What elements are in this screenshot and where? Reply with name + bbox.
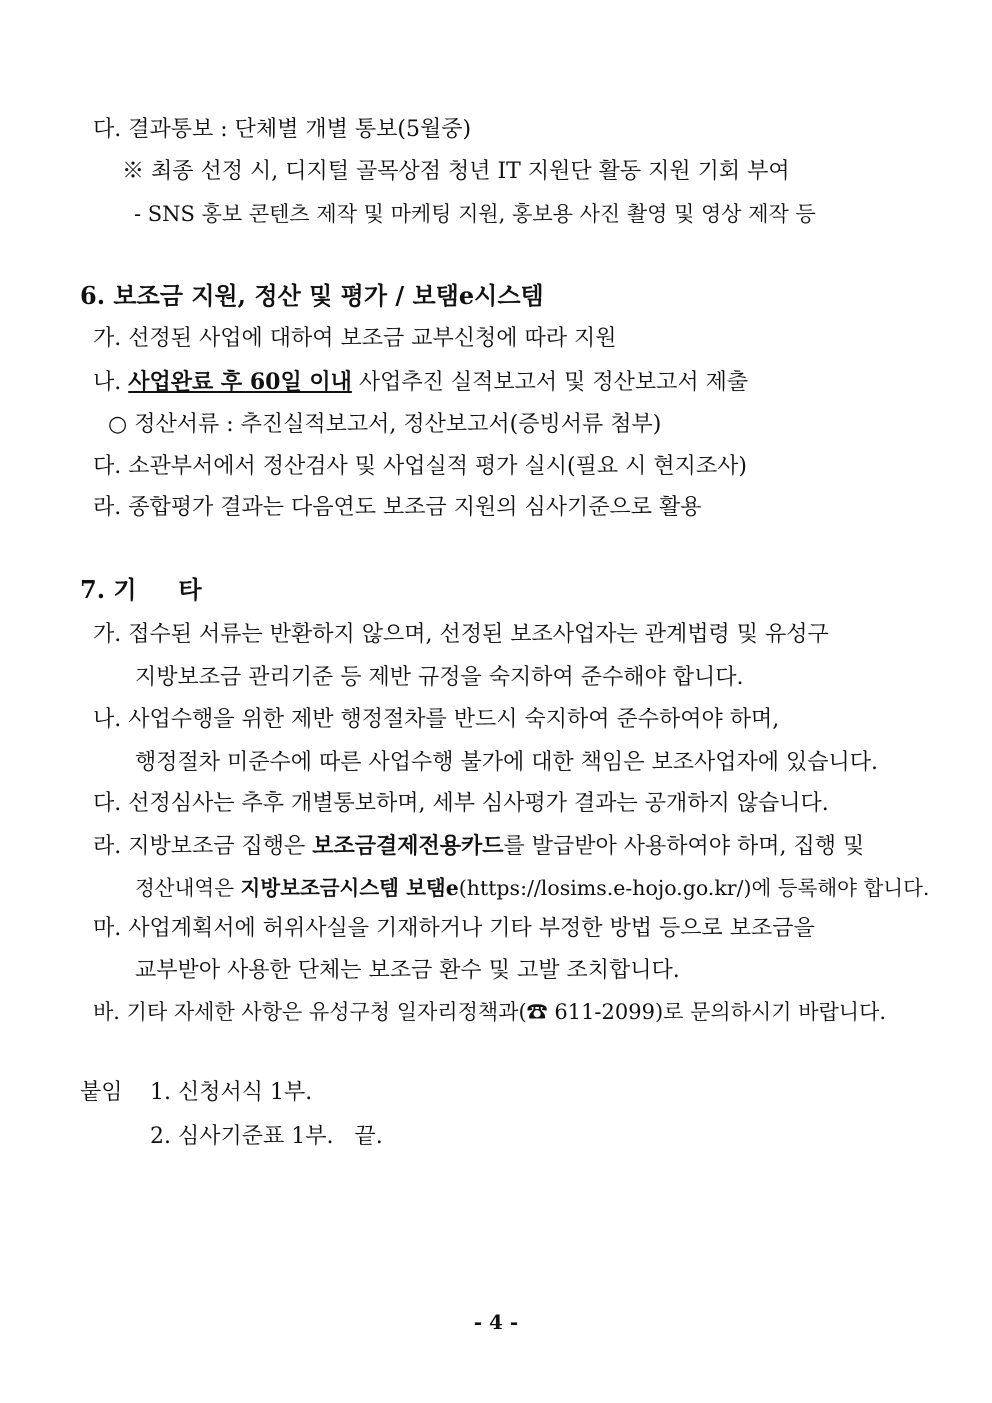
item-text: 사업추진 실적보고서 및 정산보고서 제출 (351, 370, 749, 395)
section-7-title: 7. 기 타 (80, 575, 202, 604)
settlement-docs-bullet: ○ 정산서류 : 추진실적보고서, 정산보고서(증빙서류 첨부) (108, 412, 662, 437)
section-7-item-da: 다. 선정심사는 추후 개별통보하며, 세부 심사평가 결과는 공개하지 않습니다. (93, 791, 829, 816)
section-7-item-na-line2: 행정절차 미준수에 따른 사업수행 불가에 대한 책임은 보조사업자에 있습니다. (135, 750, 879, 775)
system-emphasis: 지방보조금시스템 보탬e (240, 876, 459, 900)
section-7-item-ma-line2: 교부받아 사용한 단체는 보조금 환수 및 고발 조치합니다. (135, 958, 680, 983)
deadline-emphasis: 사업완료 후 60일 이내 (128, 369, 352, 395)
result-notice-item: 다. 결과통보 : 단체별 개별 통보(5월중) (93, 117, 472, 142)
system-url: (https://losims.e-hojo.go.kr/)에 등록해야 합니다. (458, 876, 930, 900)
item-text: 를 발급받아 사용하여야 하며, 집행 및 (503, 834, 865, 859)
page-number: - 4 - (473, 1310, 519, 1334)
section-6-item-da: 다. 소관부서에서 정산검사 및 사업실적 평가 실시(필요 시 현지조사) (93, 454, 747, 479)
section-7-item-ga-line2: 지방보조금 관리기준 등 제반 규정을 숙지하여 준수해야 합니다. (135, 665, 744, 690)
attachment-item-2: 2. 심사기준표 1부. 끝. (150, 1124, 383, 1149)
card-emphasis: 보조금결제전용카드 (312, 833, 504, 859)
section-6-title: 6. 보조금 지원, 정산 및 평가 / 보탬e시스템 (80, 281, 544, 310)
attachment-item-1: 1. 신청서식 1부. (150, 1080, 313, 1105)
attachments-label: 붙임 (80, 1080, 123, 1105)
item-text: 정산내역은 (135, 876, 241, 900)
note-sub-item: - SNS 홍보 콘텐츠 제작 및 마케팅 지원, 홍보용 사진 촬영 및 영상 제작 등 (134, 202, 816, 226)
section-7-item-ra-line2 (135, 873, 929, 903)
section-7-item-ga-line1: 가. 접수된 서류는 반환하지 않으며, 선정된 보조사업자는 관계법령 및 유성구 (93, 622, 829, 647)
section-7-item-na-line1: 나. 사업수행을 위한 제반 행정절차를 반드시 숙지하여 준수하여야 하며, (93, 707, 780, 732)
section-7-item-ra-line1 (93, 831, 864, 862)
section-7-item-ma-line1: 마. 사업계획서에 허위사실을 기재하거나 기타 부정한 방법 등으로 보조금을 (93, 916, 815, 941)
section-6-item-ga: 가. 선정된 사업에 대하여 보조금 교부신청에 따라 지원 (93, 326, 617, 351)
item-prefix: 나. (93, 370, 129, 395)
section-6-item-ra: 라. 종합평가 결과는 다음연도 보조금 지원의 심사기준으로 활용 (93, 495, 702, 520)
note-item: ※ 최종 선정 시, 디지털 골목상점 청년 IT 지원단 활동 지원 기회 부여 (122, 159, 790, 184)
item-text: 라. 지방보조금 집행은 (93, 834, 313, 859)
section-6-item-na (93, 367, 748, 398)
section-7-item-ba: 바. 기타 자세한 사항은 유성구청 일자리정책과(☎ 611-2099)로 문의하시기 바랍니다. (93, 1000, 887, 1024)
